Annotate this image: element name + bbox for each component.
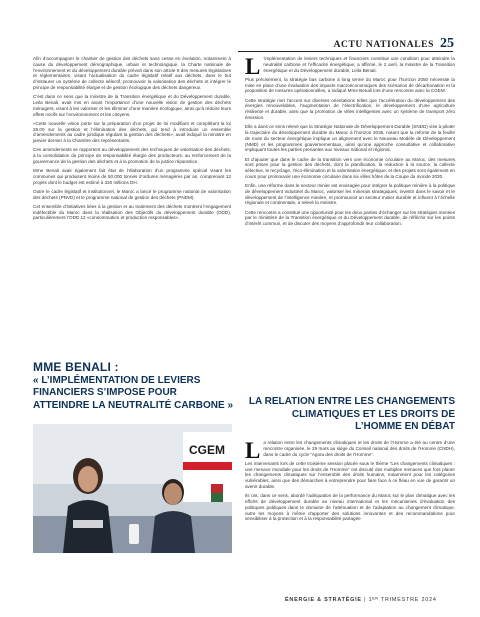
right-column-text	[245, 56, 455, 230]
paragraph: a relation entre les changements climatiques et les droits de l’Homme a été au centre d’une rencontre organisée, le 29 mars au siège du Conseil national des droits de l’Homme (CNDH), dans le cadre du cycle “Agora des droits de l’Homme”.	[263, 440, 455, 457]
paragraph: C’est dans ce sens que la ministre de la Transition énergétique et du Développement durable, Leila Benali, avait mis en avant l’importance d’une nouvelle vision de gestion des déchets ménagers, visant à les valoriser et les éliminer d’une manière écologique, ainsi qu’à réduire leurs effets nocifs sur l’environnement et les citoyens.	[33, 94, 231, 117]
right-column-text-2	[245, 440, 455, 526]
dropcap: L	[245, 438, 261, 463]
magazine-name: ÉNERGIE & STRATÉGIE	[285, 597, 362, 603]
paragraph: Plus précisément, la stratégie bas carbone à long terme du Maroc pour l’horizon 2050 nécessite la mise en place d’une évaluation des impacts macroéconomiques des scénarios de décarbonation et la proposition de mesures opérationnelles, a indiqué Mme Benali lors d’une rencontre avec la CGEM.	[245, 76, 455, 94]
paragraph: Outre le cadre législatif et institutionnel, le Maroc a lancé le programme national de valorisation des déchets (PNVD) et le programme national de gestion des déchets (PNDM).	[33, 188, 231, 200]
header-divider	[238, 51, 453, 52]
paragraph: Et d’ajouter que dans le cadre de la transition vers une économie circulaire au Maroc, des mesures sont prises pour la gestion des déchets, dont la planification, la réduction à la source, la collecte sélective, le recyclage, l’éco-élimination et la valorisation énergétique, et des projets sont également en cours pour promouvoir une économie circulaire dans six villes hôtes de la Coupe du monde 2030.	[245, 156, 455, 179]
page-footer: ÉNERGIE & STRATÉGIE | 1ᴱᴿ TRIMESTRE 2024	[285, 597, 437, 603]
paragraph: Afin d’accompagner le chantier de gestion des déchets sans cesse en évolution, notamment à cause du développement démographique, urbain et technologique, la Charte nationale de l’environnement et du développement durable prévoit dans son article 8 des mesures législatives et réglementaires, visant l’actualisation du cadre législatif relatif aux déchets, dans le but d’instaurer un système de collecte sélectif, promouvoir la valorisation des déchets et intégrer le principe de responsabilité élargie et de gestion écologique des déchets dangereux.	[33, 56, 231, 90]
heading-quote: « L’IMPLÉMENTATION DE LEVIERS FINANCIERS S’IMPOSE POUR ATTEINDRE LA NEUTRALITÉ CARBONE »	[33, 375, 233, 411]
paragraph: Elle a dans ce sens relevé que la Stratégie Nationale de Développement Durable (SNDD) vise à piloter la trajectoire du développement durable du Maroc à l’horizon 2035, notant que la refonte de la feuille de route du secteur énergétique implique un alignement avec le Nouveau Modèle de Développement (NMD) et les programmes gouvernementaux, ainsi qu’une approche consultative et collaborative impliquant toutes les parties prenantes aux niveaux national et régional.	[245, 124, 455, 153]
heading-speaker: MME BENALI :	[33, 360, 119, 374]
paragraph: Ils ont, dans ce sens, abordé l’adéquation de la performance du Maroc sur le plan climatique avec les efforts de développement durable au niveau international et les mécanismes d’évaluation des politiques publiques dans le domaine de l’atténuation et de l’adaptation au changement climatique, outre les moyens à même d’apporter des solutions innovantes et des recommandations pour sensibiliser à la protection et à la responsabilité partagée	[245, 493, 455, 522]
article-heading-benali	[33, 360, 233, 412]
paragraph: Enfin, une réforme dans le secteur minier est envisagée pour intégrer la politique minière à la politique de développement industriel du Maroc, valoriser les minerais stratégiques, investir dans le savoir et le développement de l’intelligence minière, et promouvoir un secteur minier durable et influent à l’échelle régionale et continentale, a relevé la ministre.	[245, 183, 455, 206]
paragraph: Les intervenants lors de cette troisième session placée sous le thème “Les changements climatiques : une menace mondiale pour les droits de l’Homme” ont discuté des multiples menaces que font planer les changements climatiques sur l’ensemble des droits humains, notamment pour les catégories vulnérables, ainsi que des démarches à entreprendre pour faire face à ce fléau en vue de garantir un avenir durable.	[245, 460, 455, 489]
paragraph: Ces amendements se rapportent au développement des techniques de valorisation des déchets, à la consolidation du principe de responsabilité élargie des producteurs, au renforcement de la gouvernance de la gestion des déchets et à la promotion de la justice réparatrice.	[33, 147, 231, 164]
article-heading-climate: LA RELATION ENTRE LES CHANGEMENTS CLIMATIQUES ET LES DROITS DE L’HOMME EN DÉBAT	[248, 396, 455, 432]
banner-text: CGEM	[189, 443, 225, 457]
page-number: 25	[440, 36, 454, 51]
paragraph: Cet ensemble d’initiatives liées à la gestion et au traitement des déchets montrent l’engagement indéfectible du Maroc dans la réalisation des Objectifs du développement durable (ODD), particulièrement l’ODD 12 «consommation et production responsables».	[33, 203, 231, 221]
left-column-text	[33, 56, 231, 225]
article-photo	[33, 424, 232, 553]
section-title: ACTU NATIONALES	[333, 40, 434, 50]
photo-illustration	[33, 424, 232, 553]
page-header	[334, 36, 454, 52]
paragraph: Mme Benali avait également fait état de l’élaboration d’un programme spécial visant les communes qui produisent moins de 50.000 tonnes d’ordures ménagères par an, comprenant 13 projets dont le budget est estimé à 330 millions DH.	[33, 168, 231, 185]
paragraph: Cette rencontre a constitué une opportunité pour les deux parties d’échanger sur les stratégies menées par le ministère de la Transition énergétique et du Développement durable, de réfléchir sur les points d’intérêt commun, et de discuter des moyens d’approfondir leur collaboration.	[245, 209, 455, 227]
paragraph: «Cette nouvelle vision porte sur la préparation d’un projet de loi modifiant et complétant la loi 28.00 sur la gestion et l’élimination des déchets, qui tend à introduire un ensemble d’amendements au cadre juridique régulant la gestion des déchets», avait indiqué la ministre en janvier dernier à la Chambre des représentants.	[33, 120, 231, 144]
paragraph: ’implémentation de leviers techniques et financiers constitue une condition pour atteindre la neutralité carbone et l’efficacité énergétique, a affirmé, le 2 avril, la ministre de la Transition énergétique et du Développement durable, Leila Benali.	[263, 56, 455, 73]
dropcap: L	[245, 54, 261, 79]
paragraph: Cette stratégie met l’accent sur diverses orientations telles que l’accélération du développement des énergies renouvelables, l’augmentation de l’électrification, le développement d’une agriculture résiliente et durable, ainsi que la promotion de villes intelligentes avec un système de transport zéro émission.	[245, 97, 455, 120]
issue-label: 1ᴱᴿ TRIMESTRE 2024	[368, 597, 437, 603]
